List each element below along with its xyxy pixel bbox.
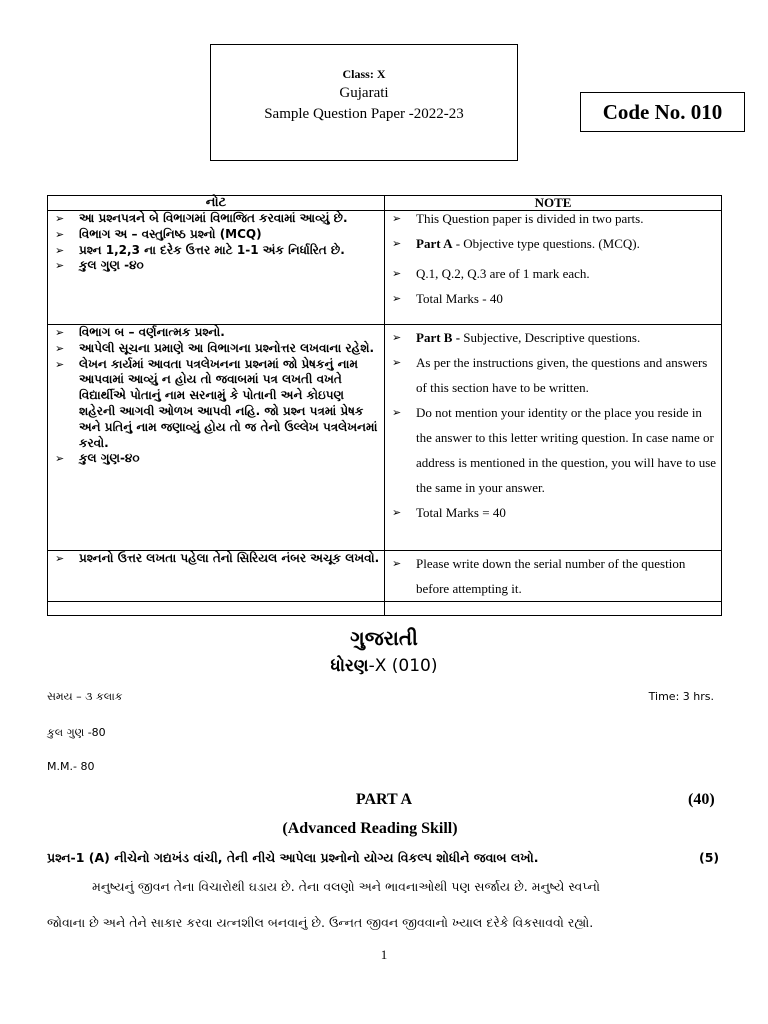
passage-line-2: જોવાના છે અને તેને સાકાર કરવા યત્નશીલ બનવાનું છે. ઉન્નત જીવન જીવવાનો ખ્યાલ દરેકે વિકસાવવો રહ્યો. — [47, 915, 594, 930]
notes-header-english: NOTE — [385, 196, 722, 211]
note-item: ➢ Total Marks = 40 — [388, 500, 718, 525]
part-a-marks: (40) — [688, 791, 715, 808]
part-a-heading: PART A — [355, 791, 413, 808]
note-item: ➢ પ્રશ્ન 1,2,3 ના દરેક ઉત્તર માટે 1-1 અંક નિર્ધારિત છે. — [51, 243, 381, 259]
code-number-box: Code No. 010 — [580, 92, 745, 132]
notes-list-english — [388, 325, 718, 525]
note-item: ➢ આ પ્રશ્નપત્રને બે વિભાગમાં વિભાજિત કરવામાં આવ્યું છે. — [51, 211, 381, 227]
note-item: ➢ પ્રશ્નનો ઉત્તર લખતા પહેલા તેનો સિરિયલ નંબર અચૂક લખવો. — [51, 551, 381, 567]
notes-header-gujarati: નોટ — [48, 196, 385, 211]
standard-label: ધોરણ — [330, 656, 369, 676]
page-number: 1 — [380, 947, 388, 962]
notes-table — [47, 195, 722, 616]
notes-list-gujarati — [51, 325, 381, 467]
notes-header-row — [48, 196, 722, 211]
time-gujarati: સમય – ૩ કલાક — [47, 690, 123, 703]
notes-list-gujarati — [51, 211, 381, 274]
note-item: ➢ Q.1, Q.2, Q.3 are of 1 mark each. — [388, 266, 718, 282]
paper-header-box — [210, 44, 518, 161]
question-1-marks: (5) — [699, 850, 720, 865]
note-item: ➢ આપેલી સૂચના પ્રમાણે આ વિભાગના પ્રશ્નોત્તર લખવાના રહેશે. — [51, 341, 381, 357]
part-b-desc: Subjective, Descriptive questions. — [460, 330, 641, 345]
question-1-text: પ્રશ્ન-1 (A) નીચેનો ગદ્યખંડ વાંચી, તેની નીચે આપેલા પ્રશ્નોનો યોગ્ય વિકલ્પ શોધીને જવાબ લખો. — [47, 850, 539, 865]
notes-list-gujarati — [51, 551, 381, 567]
part-a-label: Part A — [416, 236, 453, 251]
part-a-desc: - Objective type questions. (MCQ). — [452, 236, 640, 251]
total-marks-gujarati: કુલ ગુણ -80 — [47, 726, 106, 739]
note-item: ➢ કુલ ગુણ -૪૦ — [51, 258, 381, 274]
note-item: ➢ Do not mention your identity or the place you reside in the answer to this letter writing question. In case name or address is mentioned in the question, you will have to use the same in your answer. — [388, 400, 718, 500]
notes-row-part-a — [48, 211, 722, 325]
standard-title — [0, 656, 768, 676]
notes-list-english — [388, 551, 718, 601]
notes-row-part-b — [48, 325, 722, 551]
note-item: ➢ વિભાગ બ – વર્ણનાત્મક પ્રશ્નો. — [51, 325, 381, 341]
note-item: ➢ વિભાગ અ – વસ્તુનિષ્ઠ પ્રશ્નો (MCQ) — [51, 227, 381, 243]
note-item: ➢ This Question paper is divided in two parts. — [388, 211, 718, 227]
subject-title: ગુજરાતી — [350, 626, 418, 650]
standard-code: -X (010) — [368, 656, 438, 676]
note-item: ➢ As per the instructions given, the questions and answers of this section have to be written. — [388, 350, 718, 400]
note-item: ➢ લેખન કાર્યમાં આવતા પત્રલેખનના પ્રશ્નમાં જો પ્રેષકનું નામ આપવામાં આવ્યું ન હોય તો જવાબમાં પત્ર લખતી વખતે વિદ્યાર્થીએ પોતાનું નામ સરનામું કે પોતાની અને કોઇપણ શહેરની આગવી ઓળખ આપવી નહિ. જો પ્રશ્ન પત્રમાં પ્રેષક અને પ્રતિનું નામ જણાવ્યું હોય તો જ તેનો ઉલ્લેખ પત્રલેખનમાં કરવો. — [51, 357, 381, 452]
note-item: ➢ કુલ ગુણ-૪૦ — [51, 451, 381, 467]
notes-empty-row — [48, 602, 722, 616]
subject-label: Gujarati — [339, 85, 389, 101]
part-b-label: Part B - — [416, 330, 461, 345]
note-item: ➢ Total Marks - 40 — [388, 291, 718, 307]
class-label: Class: X — [342, 67, 386, 81]
notes-list-english — [388, 211, 718, 307]
passage-line-1: મનુષ્યનું જીવન તેના વિચારોથી ઘડાય છે. તેના વલણો અને ભાવનાઓથી પણ સર્જાય છે. મનુષ્યે સ્વપ્નો — [92, 879, 600, 894]
time-english: Time: 3 hrs. — [648, 690, 714, 703]
note-item: ➢ Please write down the serial number of the question before attempting it. — [388, 551, 718, 601]
note-item — [388, 236, 718, 252]
section-skill-title: (Advanced Reading Skill) — [282, 820, 458, 837]
note-item — [388, 325, 718, 350]
notes-row-serial — [48, 551, 722, 602]
max-marks: M.M.- 80 — [47, 760, 95, 773]
paper-title: Sample Question Paper -2022-23 — [264, 106, 464, 122]
